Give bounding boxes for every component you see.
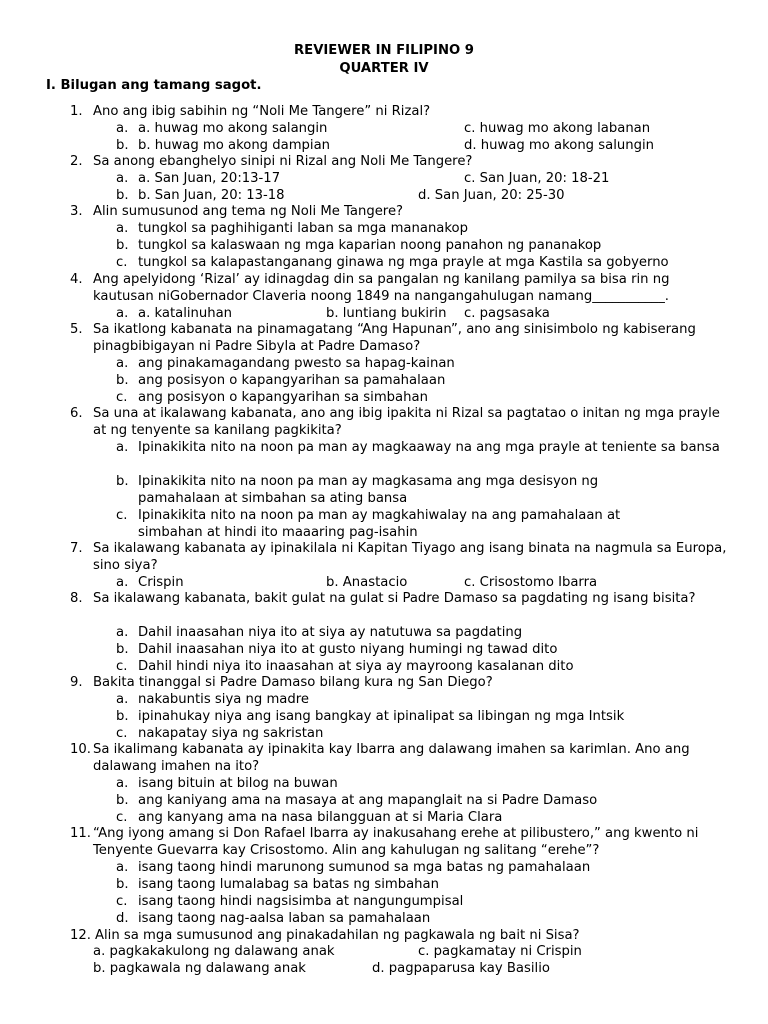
option-letter: c.	[116, 659, 128, 674]
option-letter: b.	[116, 793, 129, 808]
option-text: a. katalinuhan	[138, 306, 233, 321]
option-text: nakabuntis siya ng madre	[138, 692, 309, 707]
option-text: a. pagkakakulong ng dalawang anak	[93, 944, 335, 959]
option-text: Ipinakikita nito na noon pa man ay magkasama ang mga desisyon ng pamahalaan at simbahan sa ating bansa	[138, 474, 599, 506]
option-text: d. San Juan, 20: 25-30	[418, 188, 565, 203]
question-number: 10.	[70, 742, 91, 757]
question-text: Sa ikalawang kabanata, bakit gulat na gulat si Padre Damaso sa pagdating ng isang bisita?	[93, 591, 696, 606]
document-subtitle: QUARTER IV	[339, 61, 429, 76]
option-text: c. Crisostomo Ibarra	[464, 575, 598, 590]
question-number: 3.	[70, 204, 83, 219]
question-text: Sa anong ebanghelyo sinipi ni Rizal ang Noli Me Tangere?	[93, 154, 473, 169]
question-number: 5.	[70, 322, 83, 337]
option-text: a. San Juan, 20:13-17	[138, 171, 281, 186]
option-letter: b.	[116, 709, 129, 724]
option-text: Ipinakikita nito na noon pa man ay magkahiwalay na ang pamahalaan at simbahan at hindi ito maaaring pag-isahin	[138, 508, 621, 540]
question-6	[70, 405, 730, 439]
option-text: d. pagpaparusa kay Basilio	[372, 961, 550, 976]
document-title: REVIEWER IN FILIPINO 9	[294, 43, 474, 58]
question-11	[70, 825, 730, 859]
option-text: isang taong nag-aalsa laban sa pamahalaan	[138, 911, 431, 926]
option-text: d. huwag mo akong salungin	[464, 138, 654, 153]
question-10	[70, 741, 730, 775]
question-5	[70, 321, 730, 355]
question-2	[70, 153, 730, 170]
option-text: b. San Juan, 20: 13-18	[138, 188, 285, 203]
option-text: ang pinakamagandang pwesto sa hapag-kainan	[138, 356, 455, 371]
question-9	[70, 674, 730, 691]
question-text: “Ang iyong amang si Don Rafael Ibarra ay inakusahang erehe at pilibustero,” ang kwento ni Tenyente Guevarra kay Crisostomo. Alin ang kahulugan ng salitang “erehe”?	[93, 826, 699, 858]
option-letter: c.	[116, 894, 128, 909]
option-letter: a.	[116, 625, 129, 640]
question-number: 11.	[70, 826, 91, 841]
option-text: c. huwag mo akong labanan	[464, 121, 651, 136]
question-number: 8.	[70, 591, 83, 606]
question-text: Alin sa mga sumusunod ang pinakadahilan ng pagkawala ng bait ni Sisa?	[95, 928, 580, 943]
option-letter: a.	[116, 306, 129, 321]
option-letter: a.	[116, 171, 129, 186]
question-text: Ang apelyidong ‘Rizal’ ay idinagdag din sa pangalan ng kanilang pamilya sa bisa rin ng kautusan niGobernador Claveria noong 1849 na nangangahulugan namang___________.	[93, 272, 670, 304]
option-letter: c.	[116, 390, 128, 405]
question-number: 9.	[70, 675, 83, 690]
question-text: Ano ang ibig sabihin ng “Noli Me Tangere” ni Rizal?	[93, 104, 431, 119]
question-text: Sa una at ikalawang kabanata, ano ang ibig ipakita ni Rizal sa pagtatao o initan ng mga prayle at ng tenyente sa kanilang pagkikita?	[93, 406, 720, 438]
option-text: c. pagsasaka	[464, 306, 550, 321]
option-text: b. pagkawala ng dalawang anak	[93, 961, 306, 976]
option-text: b. Anastacio	[326, 575, 408, 590]
option-letter: a.	[116, 860, 129, 875]
option-text: isang taong hindi nagsisimba at nangungumpisal	[138, 894, 464, 909]
question-text: Alin sumusunod ang tema ng Noli Me Tangere?	[93, 204, 404, 219]
option-letter: a.	[116, 356, 129, 371]
option-text: isang taong hindi marunong sumunod sa mga batas ng pamahalaan	[138, 860, 591, 875]
option-text: Crispin	[138, 575, 184, 590]
option-text: isang taong lumalabag sa batas ng simbahan	[138, 877, 439, 892]
question-7	[70, 540, 730, 574]
option-text: tungkol sa kalapastanganang ginawa ng mga prayle at mga Kastila sa gobyerno	[138, 255, 669, 270]
option-letter: b.	[116, 474, 129, 489]
question-4	[70, 271, 730, 305]
option-text: Dahil inaasahan niya ito at gusto niyang humingi ng tawad dito	[138, 642, 558, 657]
option-letter: a.	[116, 121, 129, 136]
question-text: Bakita tinanggal si Padre Damaso bilang kura ng San Diego?	[93, 675, 493, 690]
option-letter: c.	[116, 810, 128, 825]
option-text: ipinahukay niya ang isang bangkay at ipinalipat sa libingan ng mga Intsik	[138, 709, 625, 724]
option-letter: b.	[116, 642, 129, 657]
option-letter: a.	[116, 221, 129, 236]
option-text: tungkol sa paghihiganti laban sa mga mananakop	[138, 221, 468, 236]
question-number: 2.	[70, 154, 83, 169]
option-text: b. huwag mo akong dampian	[138, 138, 331, 153]
option-letter: a.	[116, 776, 129, 791]
option-text: ang posisyon o kapangyarihan sa pamahalaan	[138, 373, 446, 388]
option-letter: a.	[116, 440, 129, 455]
option-letter: c.	[116, 508, 128, 523]
option-text: ang kaniyang ama na masaya at ang mapanglait na si Padre Damaso	[138, 793, 598, 808]
option-letter: b.	[116, 877, 129, 892]
option-text: ang kanyang ama na nasa bilangguan at si Maria Clara	[138, 810, 503, 825]
option-text: isang bituin at bilog na buwan	[138, 776, 338, 791]
question-text: Sa ikatlong kabanata na pinamagatang “Ang Hapunan”, ano ang sinisimbolo ng kabiserang pinagbibigayan ni Padre Sibyla at Padre Damaso?	[93, 322, 696, 354]
option-letter: c.	[116, 255, 128, 270]
option-letter: a.	[116, 575, 129, 590]
question-3	[70, 203, 730, 220]
question-text: Sa ikalimang kabanata ay ipinakita kay Ibarra ang dalawang imahen sa karimlan. Ano ang dalawang imahen na ito?	[93, 742, 690, 774]
option-text: ang posisyon o kapangyarihan sa simbahan	[138, 390, 428, 405]
question-1	[70, 103, 730, 120]
option-text: b. luntiang bukirin	[326, 306, 447, 321]
option-letter: d.	[116, 911, 129, 926]
question-number: 7.	[70, 541, 83, 556]
option-text: a. huwag mo akong salangin	[138, 121, 328, 136]
option-text: Dahil hindi niya ito inaasahan at siya ay mayroong kasalanan dito	[138, 659, 574, 674]
question-number: 12.	[70, 928, 91, 943]
section-heading: I. Bilugan ang tamang sagot.	[46, 78, 262, 93]
question-text: Sa ikalawang kabanata ay ipinakilala ni Kapitan Tiyago ang isang binata na nagmula sa Europa, sino siya?	[93, 541, 727, 573]
option-text: c. pagkamatay ni Crispin	[418, 944, 582, 959]
question-number: 6.	[70, 406, 83, 421]
option-text: Dahil inaasahan niya ito at siya ay natutuwa sa pagdating	[138, 625, 523, 640]
option-text: c. San Juan, 20: 18-21	[464, 171, 610, 186]
question-number: 1.	[70, 104, 83, 119]
question-number: 4.	[70, 272, 83, 287]
option-text: tungkol sa kalaswaan ng mga kaparian noong panahon ng pananakop	[138, 238, 602, 253]
option-letter: a.	[116, 692, 129, 707]
option-letter: b.	[116, 238, 129, 253]
option-letter: b.	[116, 138, 129, 153]
option-letter: b.	[116, 188, 129, 203]
option-text: Ipinakikita nito na noon pa man ay magkaaway na ang mga prayle at teniente sa bansa	[138, 440, 720, 455]
option-letter: b.	[116, 373, 129, 388]
option-letter: c.	[116, 726, 128, 741]
question-8	[70, 590, 730, 607]
option-text: nakapatay siya ng sakristan	[138, 726, 324, 741]
